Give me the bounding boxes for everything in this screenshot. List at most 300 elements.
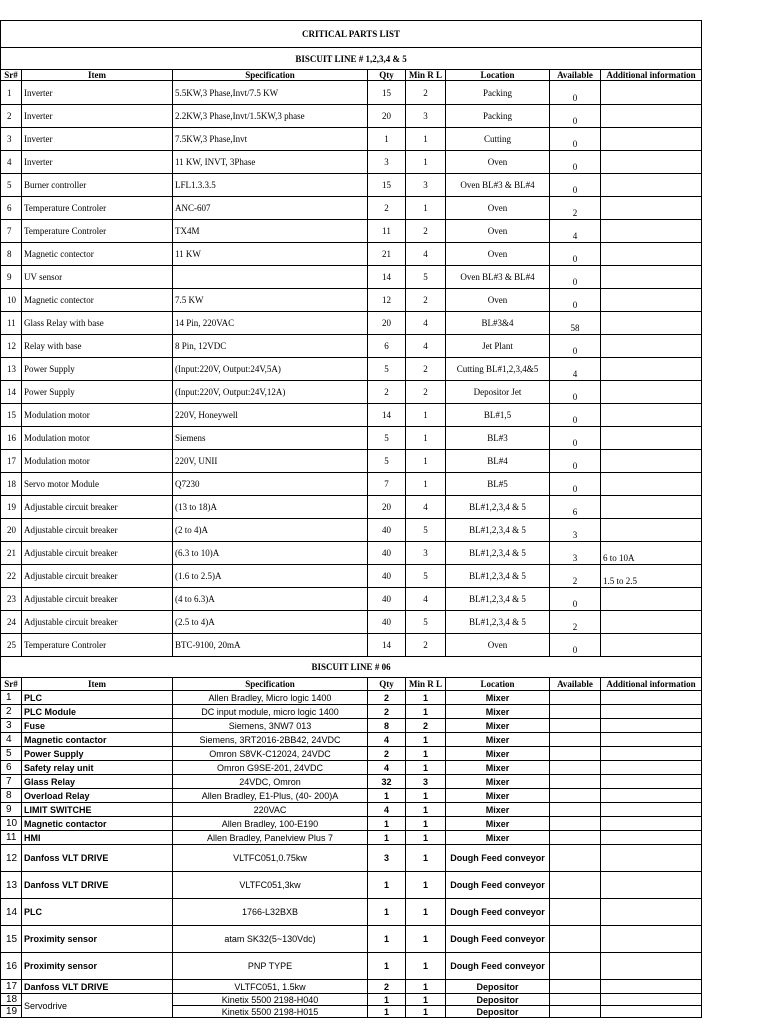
row-item: Danfoss VLT DRIVE	[22, 980, 173, 994]
row-available: 0	[550, 634, 601, 657]
row-additional-info	[601, 588, 702, 611]
row-min-rl: 1	[406, 899, 446, 926]
row-qty: 4	[368, 733, 406, 747]
row-qty: 40	[368, 519, 406, 542]
row-min-rl: 1	[406, 831, 446, 845]
row-min-rl: 1	[406, 450, 446, 473]
row-location: Depositor	[446, 980, 550, 994]
row-location: Depositor	[446, 994, 550, 1006]
row-specification: 1766-L32BXB	[173, 899, 368, 926]
row-additional-info	[601, 980, 702, 994]
row-additional-info	[601, 358, 702, 381]
table-row	[1, 128, 702, 151]
row-qty: 8	[368, 719, 406, 733]
row-specification: Siemens, 3NW7 013	[173, 719, 368, 733]
row-specification: Allen Bradley, E1-Plus, (40- 200)A	[173, 789, 368, 803]
row-qty: 4	[368, 761, 406, 775]
row-item: Adjustable circuit breaker	[22, 542, 173, 565]
row-item: Proximity sensor	[22, 953, 173, 980]
row-min-rl: 1	[406, 761, 446, 775]
row-location: BL#4	[446, 450, 550, 473]
row-min-rl: 1	[406, 817, 446, 831]
row-additional-info	[601, 994, 702, 1006]
table-header-row	[1, 678, 702, 691]
row-available	[550, 719, 601, 733]
row-specification: 14 Pin, 220VAC	[173, 312, 368, 335]
row-additional-info	[601, 611, 702, 634]
table-row	[1, 358, 702, 381]
row-location: Dough Feed conveyor	[446, 899, 550, 926]
row-available	[550, 747, 601, 761]
row-available: 0	[550, 404, 601, 427]
row-specification: Allen Bradley, Micro logic 1400	[173, 691, 368, 705]
row-location: Mixer	[446, 761, 550, 775]
row-sr: 14	[1, 381, 22, 404]
row-min-rl: 1	[406, 747, 446, 761]
table-row	[1, 542, 702, 565]
row-additional-info	[601, 953, 702, 980]
row-item: Danfoss VLT DRIVE	[22, 845, 173, 872]
row-additional-info	[601, 197, 702, 220]
table-row	[1, 427, 702, 450]
header-qty: Qty	[368, 678, 406, 691]
row-sr: 12	[1, 335, 22, 358]
table-row	[1, 980, 702, 994]
row-location: Oven	[446, 151, 550, 174]
row-sr: 17	[1, 980, 22, 994]
row-qty: 32	[368, 775, 406, 789]
row-additional-info	[601, 335, 702, 358]
row-additional-info	[601, 266, 702, 289]
row-location: Oven	[446, 243, 550, 266]
row-min-rl: 1	[406, 980, 446, 994]
row-item: Inverter	[22, 128, 173, 151]
row-additional-info	[601, 105, 702, 128]
row-available: 58	[550, 312, 601, 335]
row-available: 4	[550, 358, 601, 381]
row-sr: 14	[1, 899, 22, 926]
row-additional-info	[601, 220, 702, 243]
table-row	[1, 872, 702, 899]
row-additional-info	[601, 705, 702, 719]
row-item: Modulation motor	[22, 450, 173, 473]
header-additional-info: Additional information	[601, 70, 702, 81]
row-item: Glass Relay with base	[22, 312, 173, 335]
row-item: Inverter	[22, 81, 173, 105]
row-location: Mixer	[446, 775, 550, 789]
row-item: Magnetic contactor	[22, 817, 173, 831]
row-specification: Siemens	[173, 427, 368, 450]
row-sr: 22	[1, 565, 22, 588]
row-location: BL#3&4	[446, 312, 550, 335]
row-item: Magnetic contector	[22, 289, 173, 312]
row-location: BL#1,2,3,4 & 5	[446, 611, 550, 634]
row-item: Modulation motor	[22, 404, 173, 427]
row-specification: (2 to 4)A	[173, 519, 368, 542]
table-row	[1, 519, 702, 542]
row-item: Modulation motor	[22, 427, 173, 450]
row-min-rl: 3	[406, 775, 446, 789]
row-qty: 1	[368, 1006, 406, 1018]
row-item: Servo motor Module	[22, 473, 173, 496]
row-location: Jet Plant	[446, 335, 550, 358]
row-additional-info	[601, 496, 702, 519]
row-additional-info	[601, 775, 702, 789]
row-qty: 40	[368, 565, 406, 588]
row-min-rl: 4	[406, 312, 446, 335]
table-row	[1, 747, 702, 761]
row-sr: 8	[1, 789, 22, 803]
row-available: 0	[550, 105, 601, 128]
row-item: Power Supply	[22, 381, 173, 404]
row-location: Oven	[446, 220, 550, 243]
row-sr: 9	[1, 266, 22, 289]
row-min-rl: 2	[406, 220, 446, 243]
table-row	[1, 243, 702, 266]
row-min-rl: 4	[406, 496, 446, 519]
row-available	[550, 789, 601, 803]
row-min-rl: 1	[406, 803, 446, 817]
row-location: BL#1,2,3,4 & 5	[446, 588, 550, 611]
row-sr: 10	[1, 289, 22, 312]
row-sr: 12	[1, 845, 22, 872]
row-min-rl: 1	[406, 197, 446, 220]
header-additional-info: Additional information	[601, 678, 702, 691]
row-specification: Allen Bradley, 100-E190	[173, 817, 368, 831]
row-item-servodrive: Servodrive	[22, 994, 173, 1018]
row-location: Oven	[446, 634, 550, 657]
table-row	[1, 496, 702, 519]
row-sr: 7	[1, 775, 22, 789]
row-qty: 3	[368, 845, 406, 872]
row-sr: 2	[1, 105, 22, 128]
row-available: 0	[550, 381, 601, 404]
row-additional-info	[601, 691, 702, 705]
row-additional-info	[601, 1006, 702, 1018]
table-row	[1, 926, 702, 953]
row-item: Adjustable circuit breaker	[22, 588, 173, 611]
row-min-rl: 4	[406, 243, 446, 266]
row-additional-info	[601, 519, 702, 542]
row-item: Magnetic contector	[22, 243, 173, 266]
row-qty: 2	[368, 980, 406, 994]
row-location: Packing	[446, 105, 550, 128]
row-available	[550, 705, 601, 719]
row-specification: PNP TYPE	[173, 953, 368, 980]
row-additional-info	[601, 899, 702, 926]
row-location: Cutting	[446, 128, 550, 151]
row-qty: 15	[368, 81, 406, 105]
row-qty: 2	[368, 691, 406, 705]
row-available: 0	[550, 450, 601, 473]
row-location: Mixer	[446, 691, 550, 705]
row-qty: 1	[368, 899, 406, 926]
row-qty: 14	[368, 404, 406, 427]
row-qty: 40	[368, 611, 406, 634]
row-sr: 15	[1, 926, 22, 953]
row-qty: 1	[368, 872, 406, 899]
row-min-rl: 2	[406, 289, 446, 312]
row-sr: 7	[1, 220, 22, 243]
row-available: 0	[550, 243, 601, 266]
row-min-rl: 1	[406, 845, 446, 872]
table-row	[1, 845, 702, 872]
row-item: Burner controller	[22, 174, 173, 197]
row-sr: 5	[1, 747, 22, 761]
row-available: 0	[550, 174, 601, 197]
row-item: LIMIT SWITCHE	[22, 803, 173, 817]
row-location: Mixer	[446, 705, 550, 719]
row-sr: 24	[1, 611, 22, 634]
header-location: Location	[446, 678, 550, 691]
row-min-rl: 1	[406, 427, 446, 450]
row-qty: 20	[368, 105, 406, 128]
row-location: Mixer	[446, 803, 550, 817]
row-additional-info	[601, 81, 702, 105]
row-specification: Omron S8VK-C12024, 24VDC	[173, 747, 368, 761]
row-sr: 18	[1, 994, 22, 1006]
table-row	[1, 775, 702, 789]
row-min-rl: 3	[406, 174, 446, 197]
row-additional-info	[601, 473, 702, 496]
row-sr: 1	[1, 81, 22, 105]
row-available: 0	[550, 266, 601, 289]
row-available: 0	[550, 289, 601, 312]
row-min-rl: 2	[406, 81, 446, 105]
row-additional-info	[601, 872, 702, 899]
row-sr: 19	[1, 1006, 22, 1018]
row-specification: atam SK32(5~130Vdc)	[173, 926, 368, 953]
row-specification: 8 Pin, 12VDC	[173, 335, 368, 358]
row-specification: BTC-9100, 20mA	[173, 634, 368, 657]
row-additional-info	[601, 312, 702, 335]
row-location: BL#1,2,3,4 & 5	[446, 542, 550, 565]
row-additional-info	[601, 733, 702, 747]
row-min-rl: 1	[406, 705, 446, 719]
row-available: 3	[550, 542, 601, 565]
row-qty: 11	[368, 220, 406, 243]
row-sr: 4	[1, 733, 22, 747]
row-available	[550, 761, 601, 775]
row-min-rl: 1	[406, 994, 446, 1006]
row-item: Adjustable circuit breaker	[22, 611, 173, 634]
row-location: Oven BL#3 & BL#4	[446, 174, 550, 197]
row-available: 0	[550, 128, 601, 151]
row-location: Mixer	[446, 747, 550, 761]
row-sr: 2	[1, 705, 22, 719]
row-specification: Kinetix 5500 2198-H040	[173, 994, 368, 1006]
row-location: Dough Feed conveyor	[446, 845, 550, 872]
row-item: Adjustable circuit breaker	[22, 519, 173, 542]
table-row	[1, 450, 702, 473]
row-min-rl: 1	[406, 1006, 446, 1018]
table-row	[1, 831, 702, 845]
row-specification: (13 to 18)A	[173, 496, 368, 519]
row-specification: 5.5KW,3 Phase,Invt/7.5 KW	[173, 81, 368, 105]
row-location: BL#1,5	[446, 404, 550, 427]
row-specification: (Input:220V, Output:24V,12A)	[173, 381, 368, 404]
row-specification: 11 KW, INVT, 3Phase	[173, 151, 368, 174]
row-sr: 11	[1, 831, 22, 845]
row-item: UV sensor	[22, 266, 173, 289]
row-min-rl: 5	[406, 565, 446, 588]
row-location: Packing	[446, 81, 550, 105]
row-item: PLC Module	[22, 705, 173, 719]
row-min-rl: 1	[406, 151, 446, 174]
row-location: Cutting BL#1,2,3,4&5	[446, 358, 550, 381]
row-location: Oven BL#3 & BL#4	[446, 266, 550, 289]
header-location: Location	[446, 70, 550, 81]
row-qty: 14	[368, 634, 406, 657]
row-item: Power Supply	[22, 747, 173, 761]
row-available: 0	[550, 473, 601, 496]
table-row	[1, 404, 702, 427]
row-location: Depositor	[446, 1006, 550, 1018]
row-specification: (6.3 to 10)A	[173, 542, 368, 565]
row-qty: 14	[368, 266, 406, 289]
table-row	[1, 197, 702, 220]
row-available: 2	[550, 611, 601, 634]
row-sr: 18	[1, 473, 22, 496]
row-min-rl: 1	[406, 733, 446, 747]
header-qty: Qty	[368, 70, 406, 81]
row-available	[550, 733, 601, 747]
table-row	[1, 789, 702, 803]
row-sr: 13	[1, 358, 22, 381]
row-sr: 25	[1, 634, 22, 657]
row-additional-info	[601, 450, 702, 473]
row-item: Relay with base	[22, 335, 173, 358]
row-specification: Omron G9SE-201, 24VDC	[173, 761, 368, 775]
row-available	[550, 980, 601, 994]
table-header-row	[1, 70, 702, 81]
row-sr: 20	[1, 519, 22, 542]
row-min-rl: 1	[406, 789, 446, 803]
row-qty: 20	[368, 496, 406, 519]
row-available: 0	[550, 335, 601, 358]
row-additional-info	[601, 404, 702, 427]
table-row	[1, 691, 702, 705]
row-available	[550, 775, 601, 789]
row-sr: 21	[1, 542, 22, 565]
row-min-rl: 4	[406, 335, 446, 358]
table-row	[1, 719, 702, 733]
row-specification: 24VDC, Omron	[173, 775, 368, 789]
table-row	[1, 105, 702, 128]
row-specification: VLTFC051,0.75kw	[173, 845, 368, 872]
row-additional-info	[601, 747, 702, 761]
row-location: Oven	[446, 289, 550, 312]
row-item: Inverter	[22, 151, 173, 174]
row-item: PLC	[22, 899, 173, 926]
row-qty: 1	[368, 789, 406, 803]
row-min-rl: 2	[406, 719, 446, 733]
row-additional-info	[601, 151, 702, 174]
table-row	[1, 381, 702, 404]
table-row	[1, 994, 702, 1006]
row-item: Temperature Controler	[22, 634, 173, 657]
row-min-rl: 2	[406, 381, 446, 404]
row-available: 4	[550, 220, 601, 243]
table-row	[1, 705, 702, 719]
row-specification: TX4M	[173, 220, 368, 243]
row-specification: 7.5KW,3 Phase,Invt	[173, 128, 368, 151]
table-row	[1, 953, 702, 980]
row-available	[550, 994, 601, 1006]
row-specification: (2.5 to 4)A	[173, 611, 368, 634]
row-specification: 2.2KW,3 Phase,Invt/1.5KW,3 phase	[173, 105, 368, 128]
row-additional-info	[601, 634, 702, 657]
row-available: 0	[550, 81, 601, 105]
row-sr: 17	[1, 450, 22, 473]
section-title-line-6: BISCUIT LINE # 06	[1, 657, 702, 678]
row-location: Mixer	[446, 831, 550, 845]
row-sr: 16	[1, 953, 22, 980]
row-location: Mixer	[446, 733, 550, 747]
row-specification: DC input module, micro logic 1400	[173, 705, 368, 719]
row-additional-info	[601, 719, 702, 733]
header-specification: Specification	[173, 70, 368, 81]
row-qty: 20	[368, 312, 406, 335]
row-item: Safety relay unit	[22, 761, 173, 775]
row-specification: Siemens, 3RT2016-2BB42, 24VDC	[173, 733, 368, 747]
row-available	[550, 831, 601, 845]
table-row	[1, 899, 702, 926]
row-qty: 6	[368, 335, 406, 358]
row-specification: Kinetix 5500 2198-H015	[173, 1006, 368, 1018]
table-row	[1, 611, 702, 634]
row-item: Adjustable circuit breaker	[22, 496, 173, 519]
row-qty: 2	[368, 381, 406, 404]
row-specification: (1.6 to 2.5)A	[173, 565, 368, 588]
header-sr: Sr#	[1, 678, 22, 691]
row-sr: 19	[1, 496, 22, 519]
row-location: Mixer	[446, 719, 550, 733]
row-min-rl: 5	[406, 266, 446, 289]
table-row	[1, 220, 702, 243]
row-additional-info	[601, 789, 702, 803]
row-qty: 21	[368, 243, 406, 266]
row-available	[550, 872, 601, 899]
row-available	[550, 691, 601, 705]
row-item: Temperature Controler	[22, 197, 173, 220]
row-location: BL#1,2,3,4 & 5	[446, 519, 550, 542]
row-item: Temperature Controler	[22, 220, 173, 243]
row-specification: 7.5 KW	[173, 289, 368, 312]
row-sr: 5	[1, 174, 22, 197]
row-additional-info	[601, 174, 702, 197]
row-qty: 1	[368, 128, 406, 151]
row-specification	[173, 266, 368, 289]
row-additional-info	[601, 845, 702, 872]
row-sr: 3	[1, 719, 22, 733]
row-additional-info	[601, 803, 702, 817]
row-location: Dough Feed conveyor	[446, 872, 550, 899]
row-specification: (4 to 6.3)A	[173, 588, 368, 611]
row-sr: 9	[1, 803, 22, 817]
row-qty: 40	[368, 542, 406, 565]
row-qty: 2	[368, 705, 406, 719]
header-available: Available	[550, 678, 601, 691]
row-specification: VLTFC051,3kw	[173, 872, 368, 899]
row-additional-info	[601, 128, 702, 151]
row-additional-info	[601, 926, 702, 953]
row-specification: 11 KW	[173, 243, 368, 266]
row-qty: 15	[368, 174, 406, 197]
header-item: Item	[22, 678, 173, 691]
row-additional-info	[601, 289, 702, 312]
row-item: Fuse	[22, 719, 173, 733]
